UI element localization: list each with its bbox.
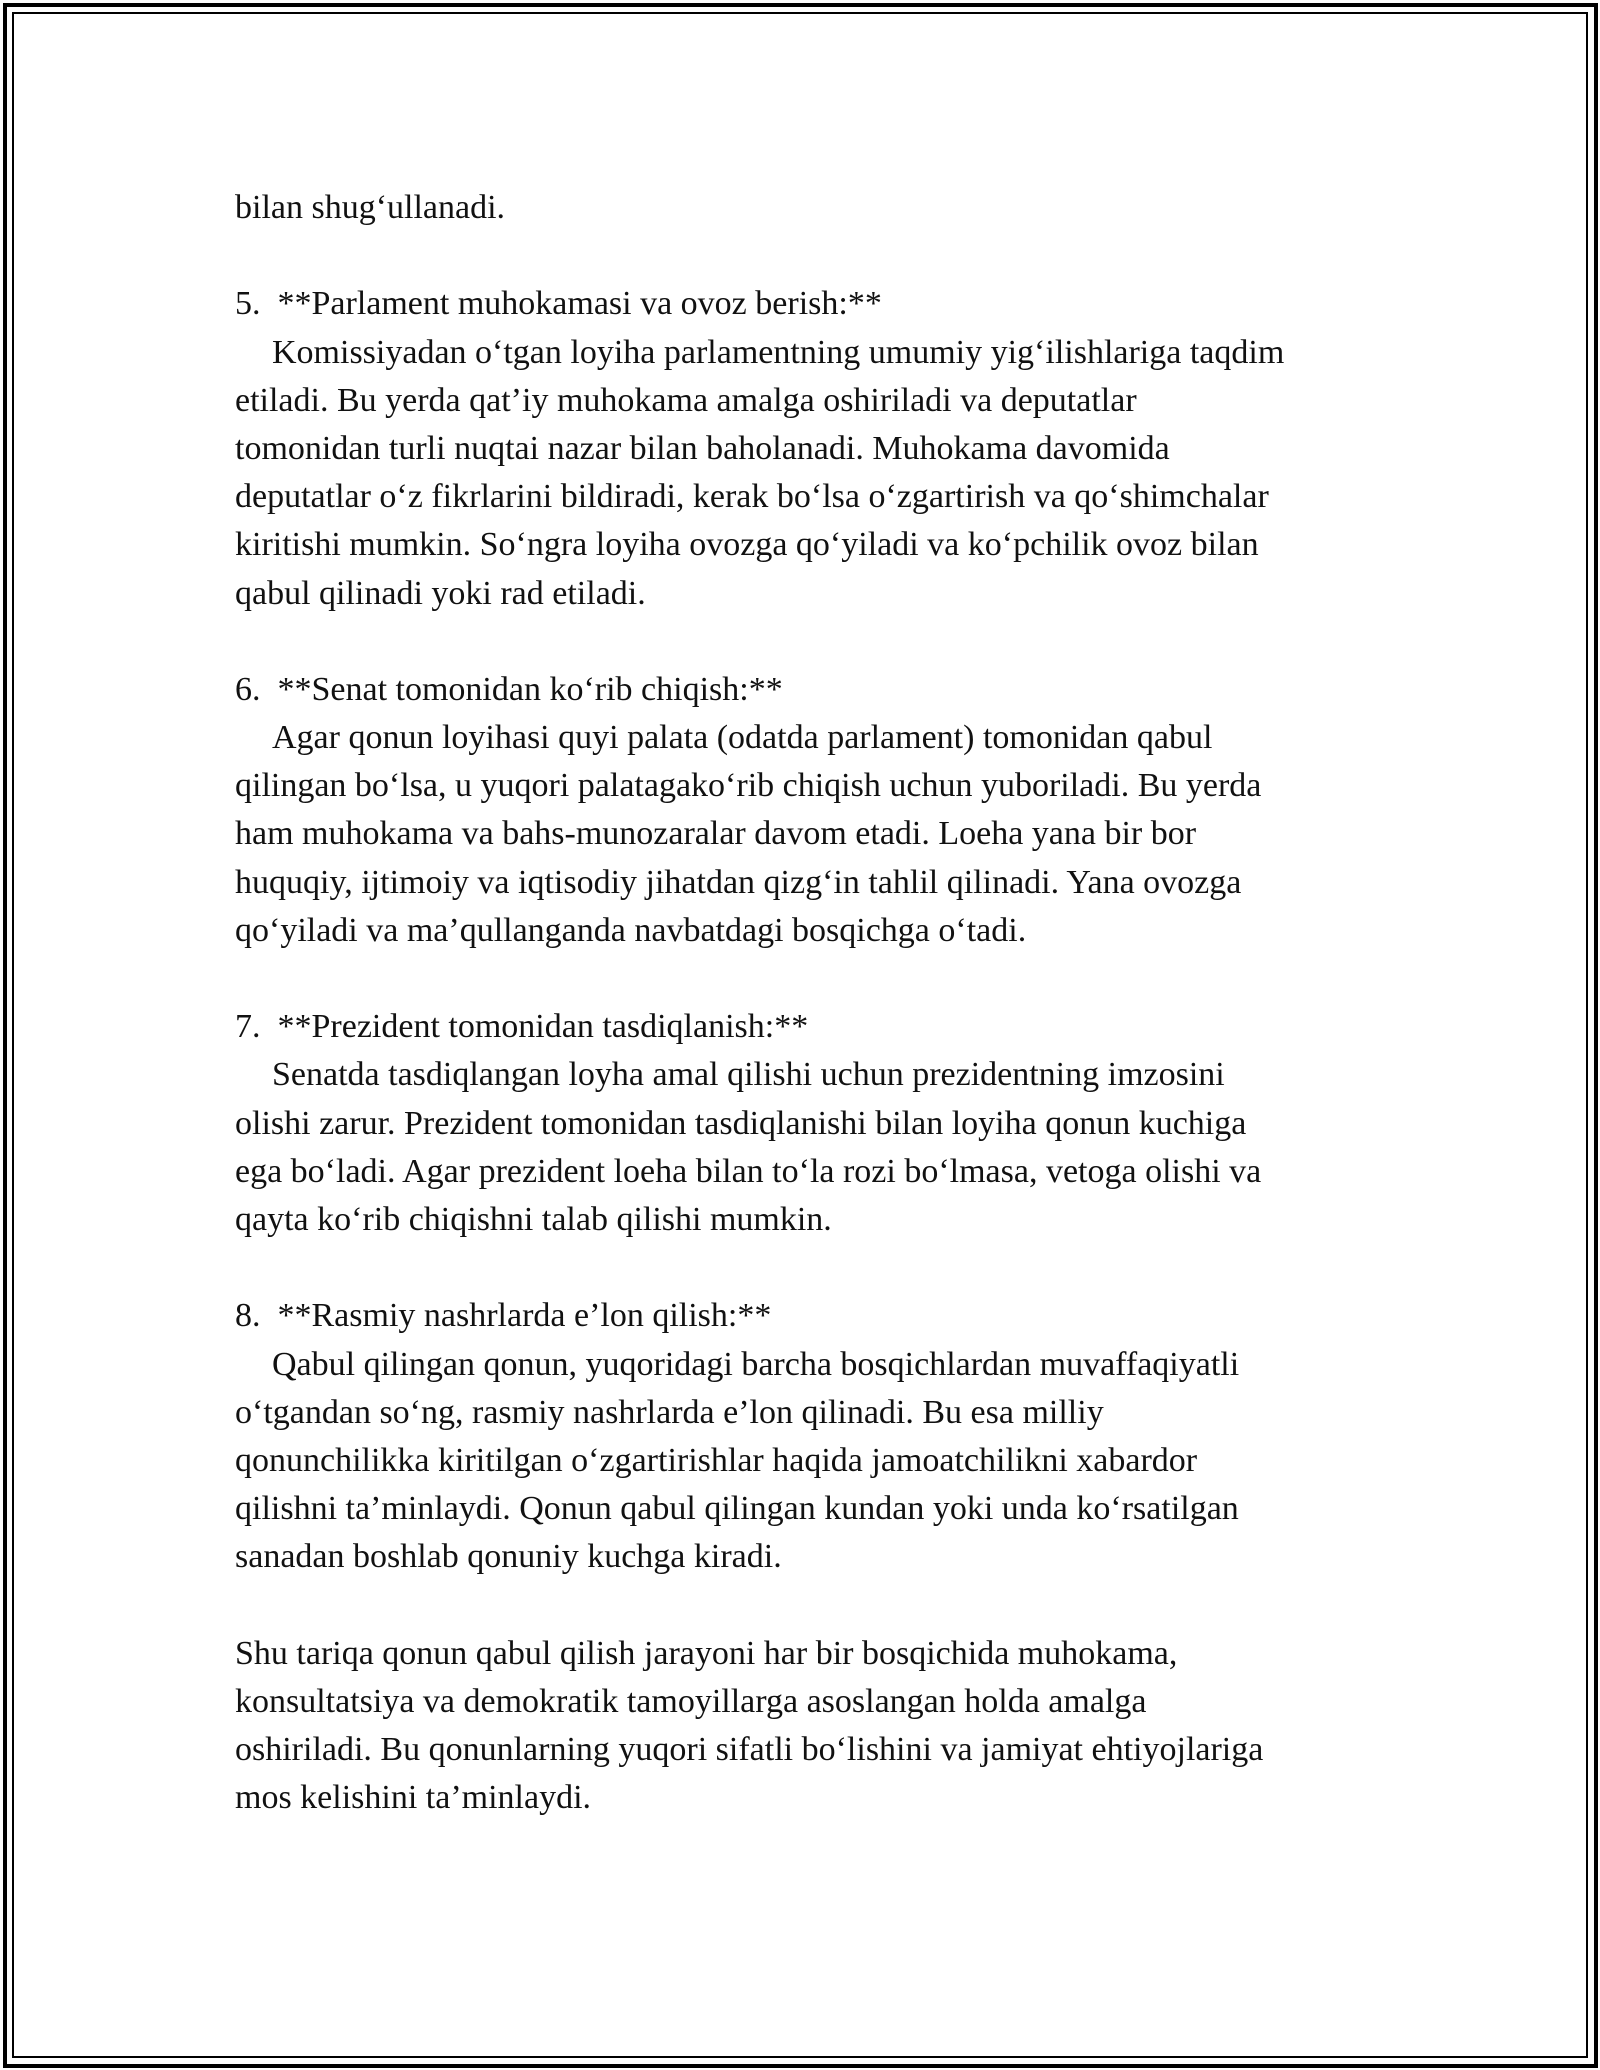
paragraph-line: ham muhokama va bahs-munozaralar davom etadi. Loeha yana bir bor — [235, 815, 1197, 853]
section-heading: 5. **Parlament muhokamasi va ovoz berish:** — [235, 285, 882, 323]
paragraph-line: sanadan boshlab qonuniy kuchga kiradi. — [235, 1538, 782, 1576]
section-heading: 8. **Rasmiy nashrlarda e’lon qilish:** — [235, 1297, 772, 1335]
paragraph-line: Agar qonun loyihasi quyi palata (odatda parlament) tomonidan qabul — [272, 719, 1213, 757]
section-8 — [235, 1292, 1375, 1581]
section-heading: 7. **Prezident tomonidan tasdiqlanish:** — [235, 1008, 809, 1046]
paragraph-line: bilan shug‘ullanadi. — [235, 189, 506, 226]
paragraph-line: olishi zarur. Prezident tomonidan tasdiqlanishi bilan loyiha qonun kuchiga — [235, 1104, 1247, 1142]
paragraph-line: qonunchilikka kiritilgan o‘zgartirishlar haqida jamoatchilikni xabardor — [235, 1441, 1198, 1479]
paragraph-line: Shu tariqa qonun qabul qilish jarayoni har bir bosqichida muhokama, — [235, 1634, 1178, 1672]
paragraph-line: etiladi. Bu yerda qat’iy muhokama amalga oshiriladi va deputatlar — [235, 381, 1137, 419]
paragraph-line: Senatda tasdiqlangan loyha amal qilishi uchun prezidentning imzosini — [272, 1056, 1225, 1094]
paragraph-line: o‘tgandan so‘ng, rasmiy nashrlarda e’lon qilinadi. Bu esa milliy — [235, 1393, 1104, 1431]
paragraph-line: oshiriladi. Bu qonunlarning yuqori sifatli bo‘lishini va jamiyat ehtiyojlariga — [235, 1731, 1264, 1768]
paragraph-line: Komissiyadan o‘tgan loyiha parlamentning umumiy yig‘ilishlariga taqdim — [272, 333, 1285, 371]
paragraph-line: qayta ko‘rib chiqishni talab qilishi mumkin. — [235, 1200, 832, 1238]
paragraph-line: qo‘yiladi va ma’qullanganda navbatdagi bosqichga o‘tadi. — [235, 911, 1027, 949]
section-6 — [235, 666, 1375, 955]
document-body — [235, 184, 1375, 1822]
section-5 — [235, 280, 1375, 617]
paragraph-line: kiritishi mumkin. So‘ngra loyiha ovozga qo‘yiladi va ko‘pchilik ovoz bilan — [235, 526, 1259, 564]
section-heading: 6. **Senat tomonidan ko‘rib chiqish:** — [235, 670, 783, 708]
paragraph-line: tomonidan turli nuqtai nazar bilan baholanadi. Muhokama davomida — [235, 429, 1170, 467]
paragraph-line: qabul qilinadi yoki rad etiladi. — [235, 574, 646, 612]
continuation-paragraph — [235, 184, 1375, 232]
paragraph-line: huquqiy, ijtimoiy va iqtisodiy jihatdan qizg‘in tahlil qilinadi. Yana ovozga — [235, 863, 1242, 901]
paragraph-line: qilishni ta’minlaydi. Qonun qabul qilingan kundan yoki unda ko‘rsatilgan — [235, 1490, 1239, 1528]
paragraph-line: ega bo‘ladi. Agar prezident loeha bilan to‘la rozi bo‘lmasa, vetoga olishi va — [235, 1152, 1262, 1190]
paragraph-line: konsultatsiya va demokratik tamoyillarga asoslangan holda amalga — [235, 1682, 1147, 1720]
conclusion-paragraph — [235, 1630, 1375, 1823]
paragraph-line: mos kelishini ta’minlaydi. — [235, 1779, 592, 1817]
section-7 — [235, 1003, 1375, 1244]
paragraph-line: qilingan bo‘lsa, u yuqori palatagako‘rib chiqish uchun yuboriladi. Bu yerda — [235, 767, 1262, 805]
paragraph-line: deputatlar o‘z fikrlarini bildiradi, kerak bo‘lsa o‘zgartirish va qo‘shimchalar — [235, 478, 1269, 516]
paragraph-line: Qabul qilingan qonun, yuqoridagi barcha bosqichlardan muvaffaqiyatli — [272, 1345, 1240, 1383]
